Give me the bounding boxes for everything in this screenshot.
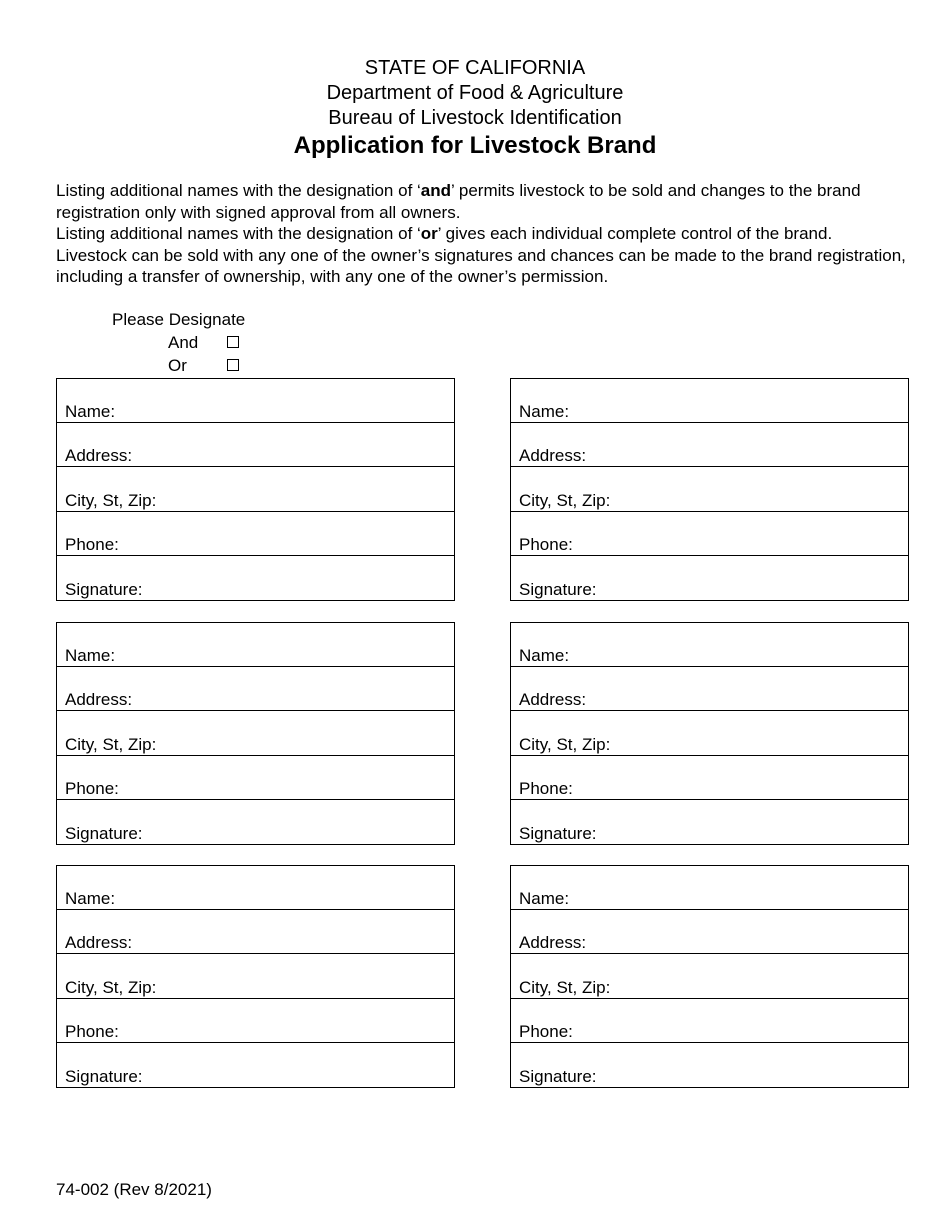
owner-name-field[interactable] <box>57 866 454 910</box>
owner-address-label: Address: <box>519 446 587 466</box>
owner-address-label: Address: <box>519 690 587 710</box>
owner-city-label: City, St, Zip: <box>519 734 611 754</box>
instruction-text: ’ gives each individual complete control of the brand. Livestock can be sold with any one of the owner’s signatures and chances can be made to the brand registration, including a transfer of ownership, with any one of the owner’s permission. <box>56 224 906 286</box>
owner-city-label: City, St, Zip: <box>519 977 611 997</box>
owner-box-2 <box>510 378 909 601</box>
owner-signature-field[interactable] <box>57 556 454 600</box>
owner-city-label: City, St, Zip: <box>519 490 611 510</box>
and-checkbox[interactable] <box>227 336 239 348</box>
owner-name-field[interactable] <box>57 623 454 667</box>
owner-name-label: Name: <box>65 646 116 666</box>
instructions <box>56 180 906 288</box>
owner-name-field[interactable] <box>511 866 908 910</box>
owner-address-label: Address: <box>519 933 587 953</box>
owner-city-label: City, St, Zip: <box>65 734 157 754</box>
owner-phone-field[interactable] <box>511 756 908 800</box>
owner-city-label: City, St, Zip: <box>65 490 157 510</box>
owner-signature-label: Signature: <box>65 1066 143 1086</box>
form-number: 74-002 (Rev 8/2021) <box>56 1180 212 1199</box>
owner-address-field[interactable] <box>511 423 908 467</box>
owner-city-field[interactable] <box>511 711 908 755</box>
owner-signature-field[interactable] <box>57 1043 454 1087</box>
owner-signature-label: Signature: <box>519 823 597 843</box>
owner-city-field[interactable] <box>511 954 908 998</box>
owner-signature-label: Signature: <box>65 823 143 843</box>
or-instruction <box>56 223 906 288</box>
owner-address-label: Address: <box>65 446 133 466</box>
owner-name-label: Name: <box>519 402 570 422</box>
owner-phone-label: Phone: <box>519 534 573 554</box>
or-option <box>112 354 245 377</box>
owner-phone-label: Phone: <box>519 778 573 798</box>
owner-address-field[interactable] <box>57 910 454 954</box>
owner-name-label: Name: <box>65 889 116 909</box>
and-label: And <box>168 333 199 352</box>
owner-phone-field[interactable] <box>511 512 908 556</box>
owner-phone-field[interactable] <box>57 512 454 556</box>
owner-name-label: Name: <box>65 402 116 422</box>
owner-signature-field[interactable] <box>511 1043 908 1087</box>
owner-phone-label: Phone: <box>519 1021 573 1041</box>
owner-box-3 <box>56 622 455 845</box>
or-label: Or <box>168 356 187 375</box>
owner-phone-label: Phone: <box>65 1021 119 1041</box>
owner-address-label: Address: <box>65 690 133 710</box>
or-checkbox[interactable] <box>227 359 239 371</box>
and-keyword: and <box>420 181 452 200</box>
state-heading: STATE OF CALIFORNIA <box>364 57 586 79</box>
owner-address-field[interactable] <box>511 910 908 954</box>
owner-city-field[interactable] <box>57 954 454 998</box>
owner-name-field[interactable] <box>57 379 454 423</box>
owner-city-label: City, St, Zip: <box>65 977 157 997</box>
bureau-heading: Bureau of Livestock Identification <box>328 107 622 129</box>
owner-city-field[interactable] <box>57 711 454 755</box>
or-keyword: or <box>420 224 438 243</box>
owner-box-5 <box>56 865 455 1088</box>
owner-city-field[interactable] <box>511 467 908 511</box>
designation-section <box>112 308 245 377</box>
owner-address-field[interactable] <box>57 423 454 467</box>
form-title: Application for Livestock Brand <box>293 132 657 159</box>
instruction-text: ’ permits livestock to be sold and changes to the brand registration only with signed approval from all owners. <box>56 181 861 222</box>
instruction-text: Listing additional names with the designation of ‘ <box>56 224 421 243</box>
owner-signature-label: Signature: <box>519 579 597 599</box>
owner-address-field[interactable] <box>57 667 454 711</box>
owner-phone-field[interactable] <box>57 756 454 800</box>
and-option <box>112 331 245 354</box>
owner-name-field[interactable] <box>511 623 908 667</box>
owner-address-field[interactable] <box>511 667 908 711</box>
owner-city-field[interactable] <box>57 467 454 511</box>
owner-name-label: Name: <box>519 889 570 909</box>
owner-name-label: Name: <box>519 646 570 666</box>
owner-signature-field[interactable] <box>511 556 908 600</box>
owner-signature-field[interactable] <box>511 800 908 844</box>
designate-label: Please Designate <box>112 310 246 329</box>
owner-signature-label: Signature: <box>65 579 143 599</box>
owner-box-4 <box>510 622 909 845</box>
instruction-text: Listing additional names with the designation of ‘ <box>56 181 421 200</box>
form-header <box>0 56 950 160</box>
owner-address-label: Address: <box>65 933 133 953</box>
department-heading: Department of Food & Agriculture <box>326 82 624 104</box>
owner-signature-field[interactable] <box>57 800 454 844</box>
owner-box-6 <box>510 865 909 1088</box>
owner-signature-label: Signature: <box>519 1066 597 1086</box>
and-instruction <box>56 180 906 223</box>
owner-phone-label: Phone: <box>65 534 119 554</box>
owner-box-1 <box>56 378 455 601</box>
owner-phone-field[interactable] <box>511 999 908 1043</box>
owner-phone-label: Phone: <box>65 778 119 798</box>
owner-name-field[interactable] <box>511 379 908 423</box>
owner-phone-field[interactable] <box>57 999 454 1043</box>
